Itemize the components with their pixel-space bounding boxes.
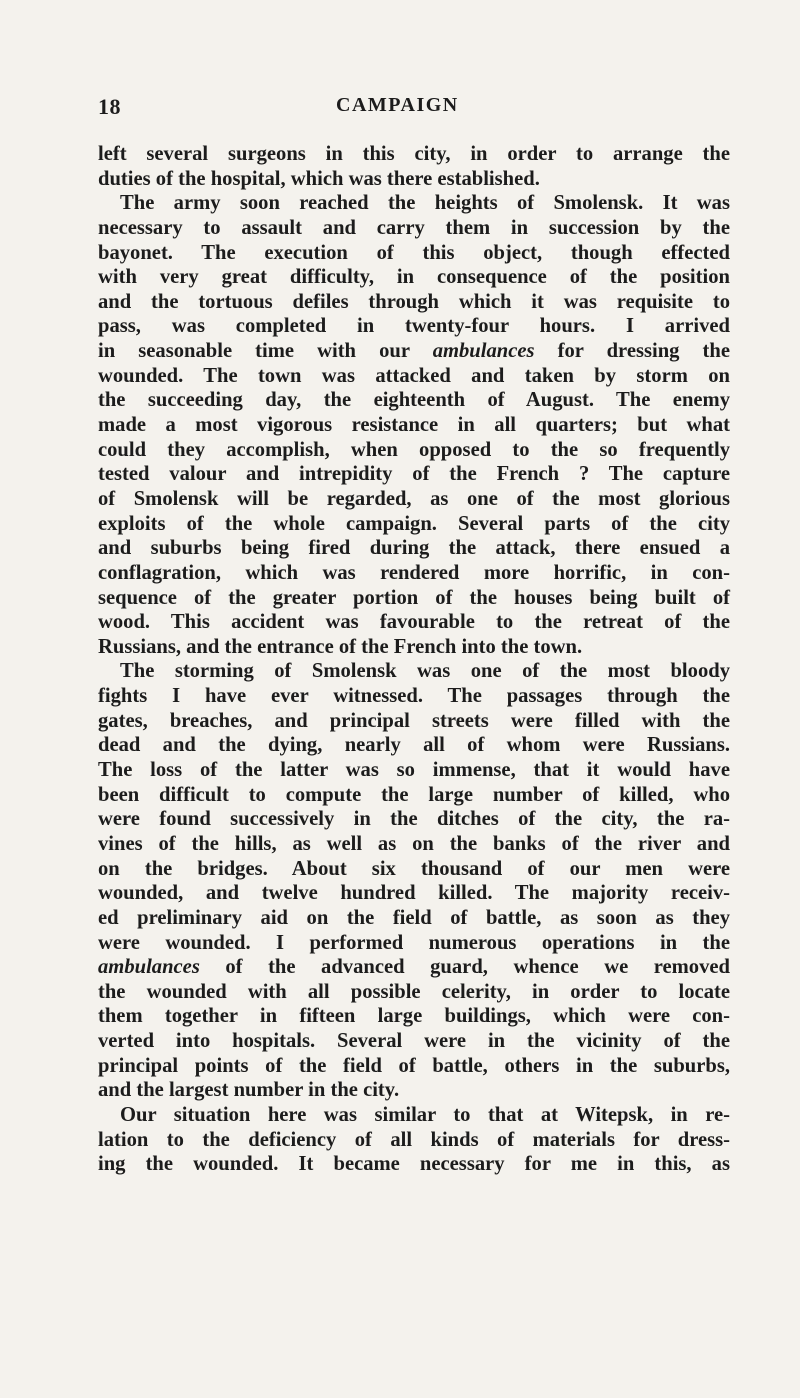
text-line [98, 1054, 730, 1079]
text-line [98, 807, 730, 832]
text-segment: been difficult to compute the large number of killed, who [98, 783, 730, 806]
text-line [98, 364, 730, 389]
text-segment: of Smolensk will be regarded, as one of the most glorious [98, 487, 730, 510]
text-segment: Our situation here was similar to that at Witepsk, in re- [120, 1103, 730, 1126]
text-segment: and suburbs being fired during the attack, there ensued a [98, 537, 730, 560]
text-line [98, 216, 730, 241]
text-line [98, 635, 730, 660]
text-segment: duties of the hospital, which was there established. [98, 167, 540, 190]
text-segment: principal points of the field of battle, others in the suburbs, [98, 1054, 730, 1077]
italic-text: ambulances [432, 340, 535, 363]
text-segment: vines of the hills, as well as on the banks of the river and [98, 832, 730, 855]
text-segment: tested valour and intrepidity of the French ? The capture [98, 463, 730, 486]
text-line [98, 388, 730, 413]
text-line [98, 1029, 730, 1054]
text-segment: lation to the deficiency of all kinds of materials for dress- [98, 1128, 730, 1151]
text-line [98, 487, 730, 512]
text-segment: wounded. The town was attacked and taken by storm on [98, 364, 730, 387]
text-line [98, 413, 730, 438]
text-segment: left several surgeons in this city, in order to arrange the [98, 143, 730, 165]
text-segment: exploits of the whole campaign. Several parts of the city [98, 512, 730, 535]
text-line [98, 980, 730, 1005]
text-segment: ing the wounded. It became necessary for me in this, as [98, 1153, 730, 1176]
text-line [98, 1078, 730, 1103]
text-segment: verted into hospitals. Several were in the vicinity of the [98, 1030, 730, 1053]
text-segment: could they accomplish, when opposed to the so frequently [98, 438, 730, 461]
text-line [98, 167, 730, 192]
text-line [98, 857, 730, 882]
text-segment: fights I have ever witnessed. The passages through the [98, 685, 730, 708]
page-number: 18 [98, 94, 121, 119]
text-line [98, 241, 730, 266]
text-line [98, 906, 730, 931]
page-header [98, 94, 718, 124]
text-segment: wounded, and twelve hundred killed. The majority receiv- [98, 882, 730, 905]
text-line [98, 462, 730, 487]
text-segment: and the largest number in the city. [98, 1079, 400, 1102]
text-segment: gates, breaches, and principal streets were filled with the [98, 709, 730, 732]
text-segment: them together in fifteen large buildings, which were con- [98, 1005, 730, 1028]
text-line [98, 586, 730, 611]
text-line [98, 733, 730, 758]
text-line [98, 438, 730, 463]
text-segment: conflagration, which was rendered more horrific, in con- [98, 561, 730, 584]
text-segment: The loss of the latter was so immense, that it would have [98, 759, 730, 782]
text-segment: with very great difficulty, in consequence of the position [98, 266, 730, 289]
text-line [98, 659, 730, 684]
text-line [98, 1152, 730, 1177]
text-segment: bayonet. The execution of this object, though effected [98, 241, 730, 264]
text-line [98, 783, 730, 808]
text-segment: The army soon reached the heights of Smolensk. It was [120, 192, 730, 215]
text-line [98, 142, 730, 167]
text-line [98, 536, 730, 561]
text-segment: made a most vigorous resistance in all quarters; but what [98, 414, 730, 437]
text-segment: sequence of the greater portion of the houses being built of [98, 586, 730, 609]
text-line [98, 561, 730, 586]
text-segment: the succeeding day, the eighteenth of August. The enemy [98, 389, 730, 412]
text-line [98, 931, 730, 956]
text-line [98, 1103, 730, 1128]
text-line [98, 1128, 730, 1153]
text-segment: Russians, and the entrance of the French into the town. [98, 635, 583, 658]
text-segment: for dressing the [534, 340, 730, 363]
italic-text: ambulances [98, 956, 200, 979]
text-segment: dead and the dying, nearly all of whom were Russians. [98, 734, 730, 757]
text-line [98, 1004, 730, 1029]
running-head: CAMPAIGN [336, 94, 459, 116]
body-text [98, 142, 730, 1177]
text-segment: The storming of Smolensk was one of the most bloody [120, 660, 730, 683]
text-segment: of the advanced guard, whence we removed [199, 956, 730, 979]
text-line [98, 709, 730, 734]
text-line [98, 265, 730, 290]
text-line [98, 684, 730, 709]
text-segment: were wounded. I performed numerous operations in the [98, 931, 730, 954]
text-line [98, 610, 730, 635]
text-line [98, 191, 730, 216]
text-segment: and the tortuous defiles through which it was requisite to [98, 290, 730, 313]
text-line [98, 881, 730, 906]
text-line [98, 290, 730, 315]
text-line [98, 758, 730, 783]
text-segment: pass, was completed in twenty-four hours. I arrived [98, 315, 730, 338]
text-segment: on the bridges. About six thousand of our men were [98, 857, 730, 880]
text-segment: were found successively in the ditches of the city, the ra- [98, 808, 730, 831]
text-line [98, 512, 730, 537]
text-line [98, 339, 730, 364]
text-segment: ed preliminary aid on the field of battle, as soon as they [98, 906, 730, 929]
text-segment: in seasonable time with our [98, 340, 433, 363]
text-segment: wood. This accident was favourable to the retreat of the [98, 611, 730, 634]
text-segment: necessary to assault and carry them in succession by the [98, 216, 730, 239]
text-segment: the wounded with all possible celerity, in order to locate [98, 980, 730, 1003]
text-line [98, 314, 730, 339]
text-line [98, 832, 730, 857]
text-line [98, 955, 730, 980]
